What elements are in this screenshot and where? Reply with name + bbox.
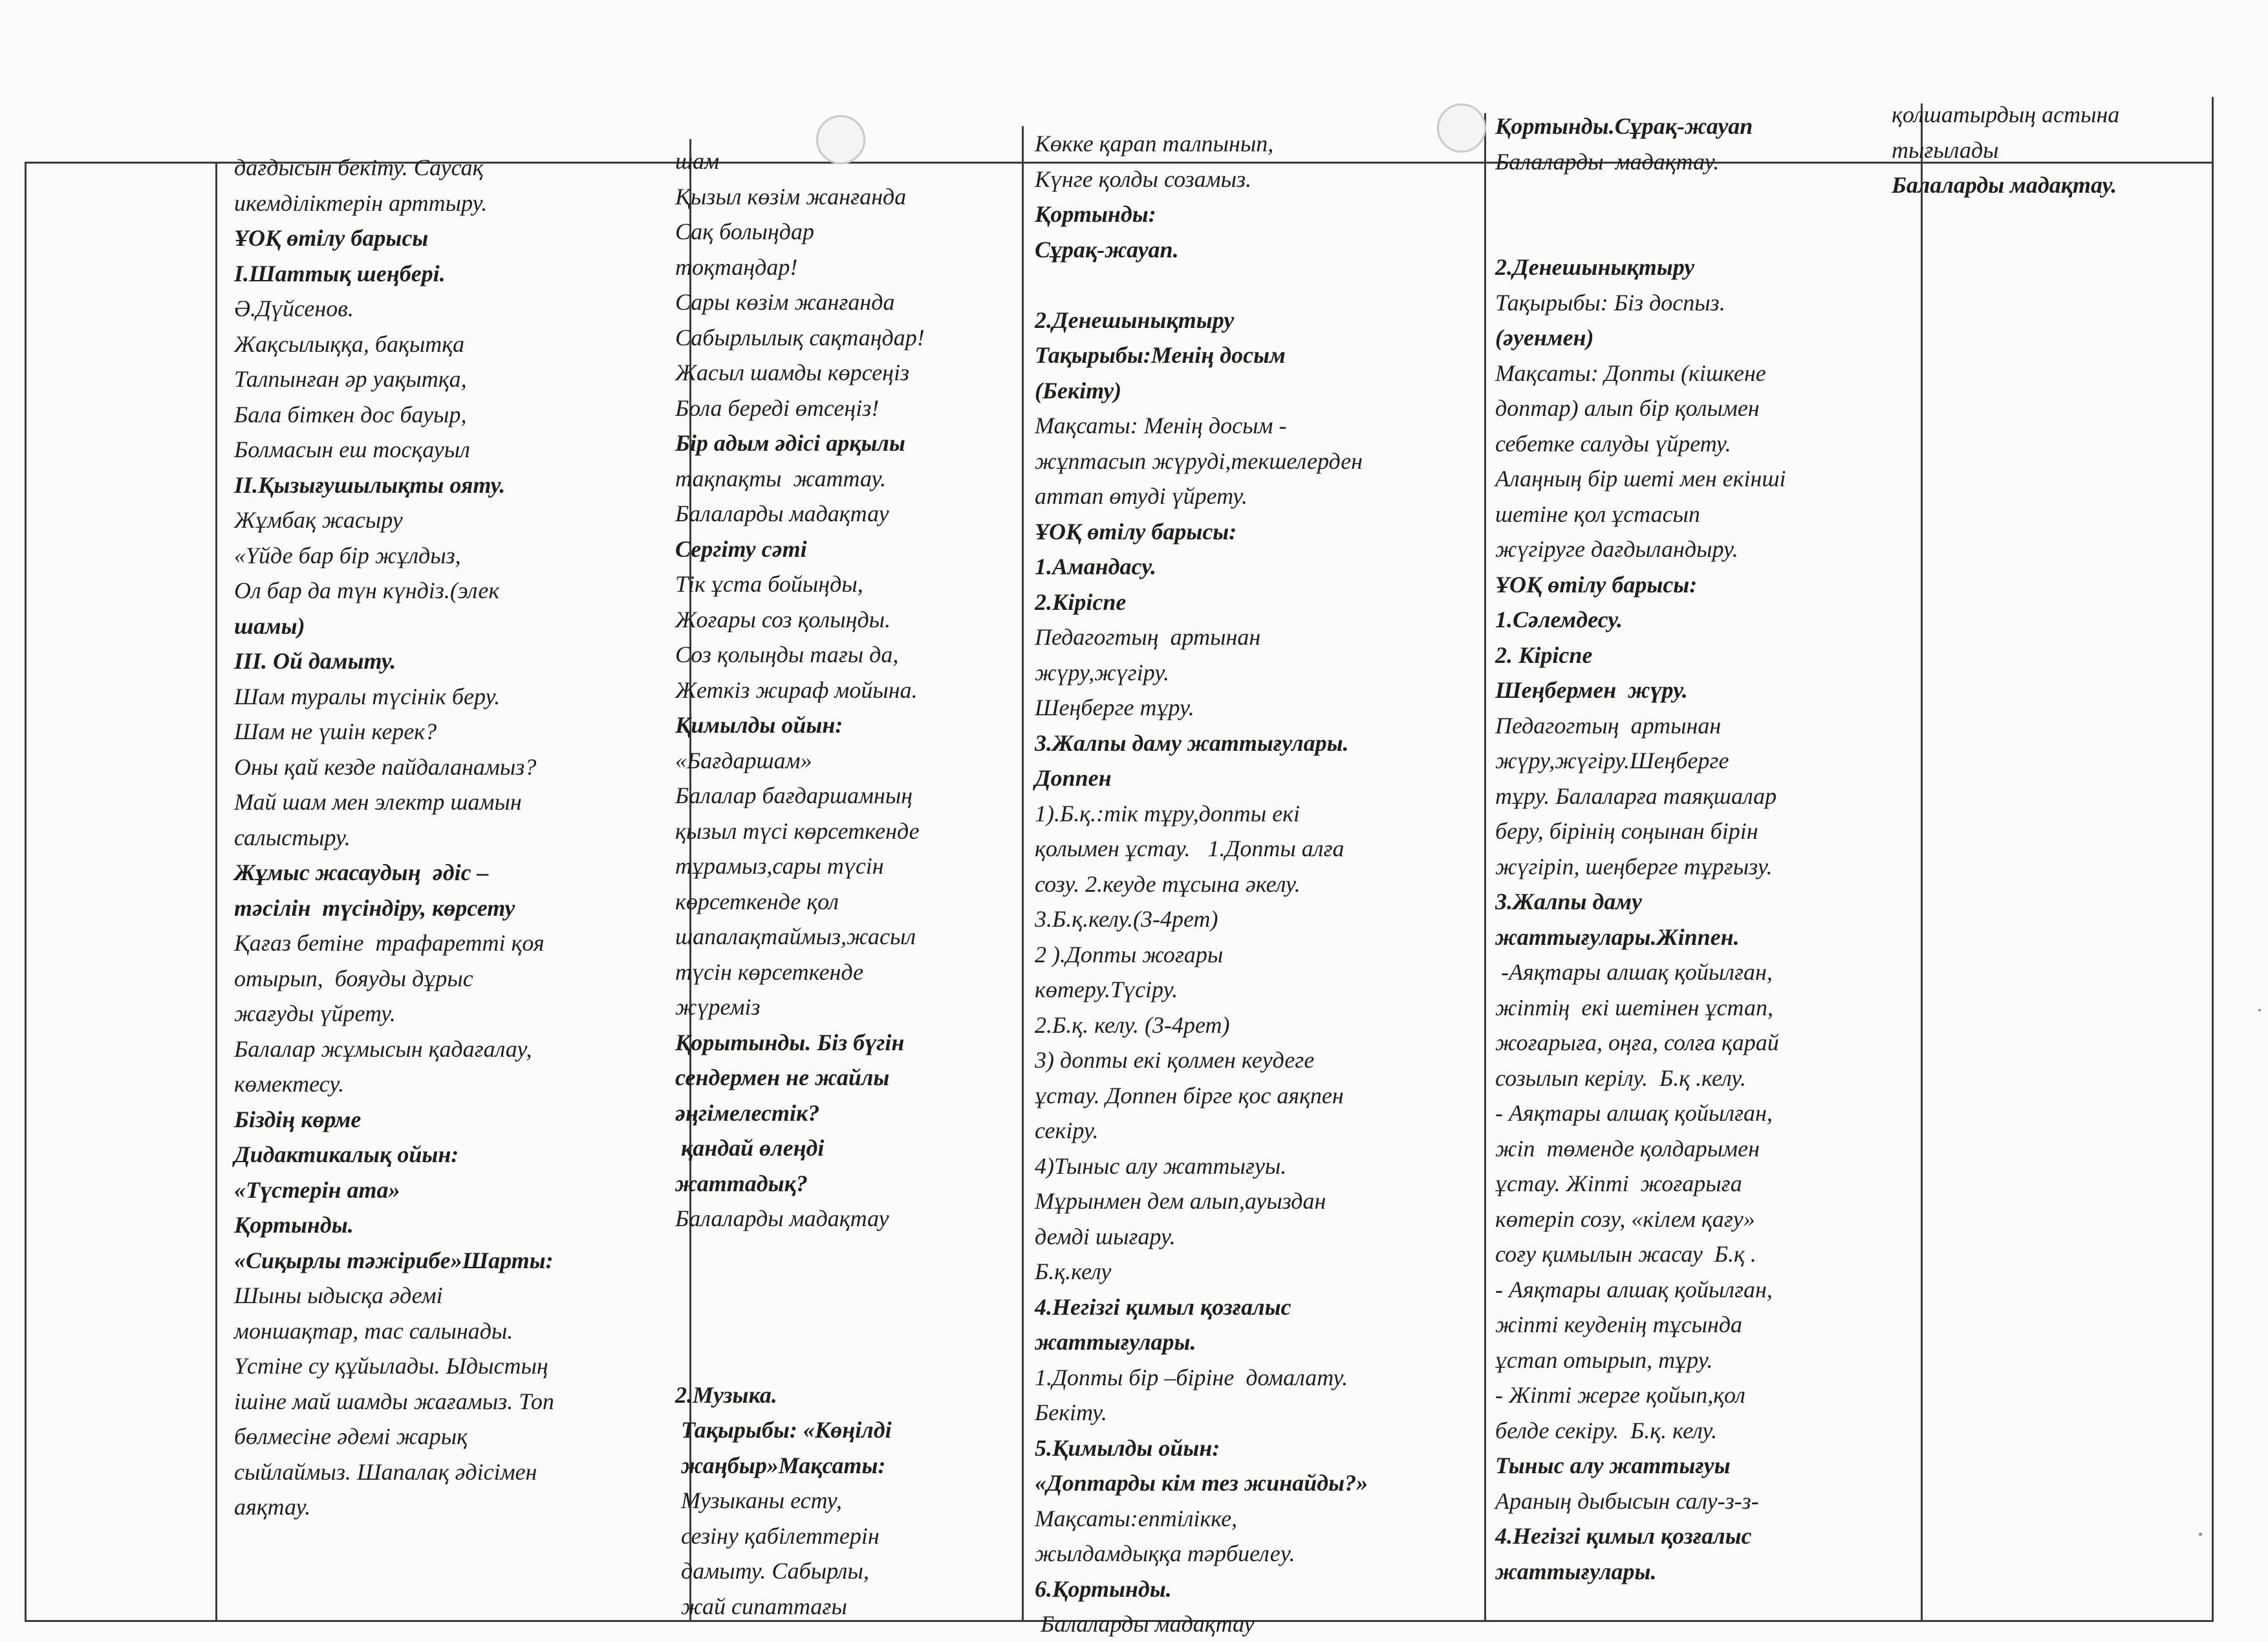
text-line: «Бағдаршам» bbox=[675, 747, 812, 773]
text-line: Талпынған әр уақытқа, bbox=[234, 366, 467, 392]
text-line: белде секіру. Б.қ. келу. bbox=[1495, 1417, 1718, 1443]
text-line: Тақырыбы: «Көңілді bbox=[675, 1417, 892, 1443]
text-line: икемділіктерін арттыру. bbox=[234, 189, 488, 216]
text-line: қандай өлеңді bbox=[675, 1135, 825, 1161]
text-line: Жұмбақ жасыру bbox=[234, 507, 403, 533]
text-line: түсін көрсеткенде bbox=[675, 958, 864, 985]
text-line: -Аяқтары алшақ қойылған, bbox=[1495, 959, 1773, 985]
text-line: тақпақты жаттау. bbox=[675, 465, 887, 492]
text-line: Қорытынды. Біз бүгін bbox=[675, 1029, 905, 1055]
text-line: II.Қызығушылықты ояту. bbox=[234, 471, 506, 498]
scan-speck bbox=[2258, 1009, 2261, 1011]
column-3-content bbox=[675, 144, 1011, 1618]
column-4-content bbox=[1035, 126, 1481, 1637]
text-line: ұстап отырып, тұру. bbox=[1495, 1346, 1713, 1373]
text-line: Балаларды мадақтау. bbox=[1892, 172, 2117, 198]
text-line: Оны қай кезде пайдаланамыз? bbox=[234, 753, 537, 780]
text-line: - Жіпті жерге қойып,қол bbox=[1495, 1382, 1745, 1408]
text-line: 4)Тыныс алу жаттығуы. bbox=[1035, 1152, 1287, 1179]
text-line: тоқтаңдар! bbox=[675, 254, 798, 280]
text-line: ішіне май шамды жағамыз. Топ bbox=[234, 1388, 554, 1414]
text-line: Шеңберге тұру. bbox=[1035, 695, 1194, 720]
text-line bbox=[675, 1342, 1011, 1377]
text-line: 2.Кіріспе bbox=[1035, 589, 1127, 615]
text-line: Алаңның бір шеті мен екінші bbox=[1495, 466, 1786, 492]
text-line: Сары көзім жанғанда bbox=[675, 289, 895, 315]
text-line: 3.Б.қ.келу.(3-4рет) bbox=[1035, 906, 1218, 932]
text-line: жаттадық? bbox=[675, 1170, 808, 1196]
text-line: бөлмесіне әдемі жарық bbox=[234, 1423, 468, 1449]
text-line: Дидактикалық ойын: bbox=[234, 1141, 459, 1167]
text-line: Балаларды мадақтау bbox=[1035, 1611, 1255, 1637]
text-line: Қызыл көзім жанғанда bbox=[675, 183, 907, 210]
text-line: жаңбыр»Мақсаты: bbox=[675, 1452, 886, 1478]
text-line: қолымен ұстау. 1.Допты алға bbox=[1035, 836, 1345, 861]
text-line: Тақырыбы:Менің досым bbox=[1035, 342, 1286, 368]
text-line: жіпті кеуденің тұсында bbox=[1495, 1312, 1743, 1337]
text-line: 1.Амандасу. bbox=[1035, 554, 1156, 579]
text-line: 1.Сәлемдесу. bbox=[1495, 607, 1623, 632]
text-line: 5.Қимылды ойын: bbox=[1035, 1434, 1220, 1461]
text-line: Балалар бағдаршамның bbox=[675, 783, 913, 808]
text-line: 2.Денешынықтыру bbox=[1035, 307, 1235, 333]
text-line: Ә.Дүйсенов. bbox=[234, 296, 354, 321]
text-line: Музыканы есту, bbox=[675, 1487, 842, 1513]
text-line: доптар) алып бір қолымен bbox=[1495, 395, 1760, 421]
text-line: жылдамдыққа тәрбиелеу. bbox=[1035, 1540, 1295, 1566]
text-line: демді шығару. bbox=[1035, 1223, 1176, 1249]
text-line: - Аяқтары алшақ қойылған, bbox=[1495, 1276, 1773, 1302]
text-line: I.Шаттық шеңбері. bbox=[234, 260, 446, 286]
text-line: салыстыру. bbox=[234, 824, 351, 850]
text-line: Шам туралы түсінік беру. bbox=[234, 683, 501, 709]
text-line: көмектесу. bbox=[234, 1071, 345, 1097]
text-line: жіп төменде қолдарымен bbox=[1495, 1135, 1760, 1161]
text-line: Шеңбермен жүру. bbox=[1495, 677, 1688, 703]
text-line: Доппен bbox=[1035, 765, 1112, 791]
text-line: жүру,жүгіру. bbox=[1035, 659, 1169, 686]
text-line: 1).Б.қ.:тік тұру,допты екі bbox=[1035, 800, 1301, 826]
text-line: дамыту. Сабырлы, bbox=[675, 1558, 869, 1584]
text-line: сыйлаймыз. Шапалақ әдісімен bbox=[234, 1458, 537, 1485]
text-line: шам bbox=[675, 148, 720, 174]
text-line: 4.Негізгі қимыл қозғалыс bbox=[1495, 1523, 1752, 1549]
text-line: Бола береді өтсеңіз! bbox=[675, 394, 880, 421]
text-line: жай сипаттағы bbox=[675, 1593, 847, 1619]
text-line: жаттығулары. bbox=[1495, 1558, 1657, 1584]
text-line: тұру. Балаларға таяқшалар bbox=[1495, 783, 1777, 809]
column-6-content bbox=[1892, 97, 2209, 291]
text-line: Сақ болыңдар bbox=[675, 219, 814, 244]
text-line: Қимылды ойын: bbox=[675, 712, 843, 738]
text-line: жүреміз bbox=[675, 994, 761, 1020]
text-line: Балаларды мадақтау bbox=[675, 1205, 889, 1231]
text-line: ҰОҚ өтілу барысы bbox=[234, 225, 429, 251]
text-line: Көкке қарап талпынып, bbox=[1035, 131, 1274, 157]
text-line: Қағаз бетіне трафаретті қоя bbox=[234, 930, 545, 956]
text-line: шетіне қол ұстасып bbox=[1495, 501, 1700, 527]
table-right-border bbox=[2212, 97, 2214, 1622]
text-line: себетке салуды үйрету. bbox=[1495, 430, 1731, 457]
text-line: Шам не үшін керек? bbox=[234, 718, 437, 744]
text-line: Мақсаты: Менің досым - bbox=[1035, 413, 1287, 438]
text-line: Күнге қолды созамыз. bbox=[1035, 166, 1252, 192]
text-line: 6.Қортынды. bbox=[1035, 1575, 1172, 1602]
text-line: Б.қ.келу bbox=[1035, 1259, 1112, 1284]
text-line: Бекіту. bbox=[1035, 1399, 1107, 1425]
text-line: «Доптарды кім тез жинайды?» bbox=[1035, 1470, 1368, 1496]
text-line: ҰОҚ өтілу барысы: bbox=[1035, 518, 1237, 545]
text-line: Жақсылыққа, бақытқа bbox=[234, 330, 465, 357]
text-line: Ол бар да түн күндіз.(элек bbox=[234, 578, 500, 603]
text-line: Сұрақ-жауап. bbox=[1035, 236, 1179, 263]
text-line bbox=[675, 1237, 1011, 1272]
text-line: Май шам мен электр шамын bbox=[234, 789, 522, 815]
text-line: Жеткіз жираф мойына. bbox=[675, 676, 918, 703]
text-line: Қортынды: bbox=[1035, 201, 1156, 227]
text-line: аттап өтуді үйрету. bbox=[1035, 483, 1247, 509]
text-line: Бір адым әдісі арқылы bbox=[675, 430, 905, 456]
text-line bbox=[675, 1271, 1011, 1307]
text-line: 1.Допты бір –біріне домалату. bbox=[1035, 1364, 1348, 1390]
text-line: Болмасын еш тосқауыл bbox=[234, 437, 470, 462]
text-line: Сергіту сәті bbox=[675, 535, 807, 562]
text-line: Балаларды мадақтау bbox=[675, 501, 889, 526]
text-line bbox=[1495, 179, 1919, 215]
text-line: III. Ой дамыту. bbox=[234, 648, 396, 674]
text-line: Бала біткен дос бауыр, bbox=[234, 401, 467, 427]
text-line: тұрамыз,сары түсін bbox=[675, 853, 884, 879]
text-line: тәсілін түсіндіру, көрсету bbox=[234, 894, 515, 921]
text-line: Жұмыс жасаудың әдіс – bbox=[234, 859, 489, 885]
text-line: Қортынды.Сұрақ-жауап bbox=[1495, 113, 1753, 139]
text-line: Араның дыбысын салу-з-з- bbox=[1495, 1487, 1759, 1514]
text-line: жіптің екі шетінен ұстап, bbox=[1495, 994, 1773, 1021]
text-line: қызыл түсі көрсеткенде bbox=[675, 817, 920, 844]
column-divider-4 bbox=[1484, 113, 1486, 1622]
text-line: 3) допты екі қолмен кеудеге bbox=[1035, 1047, 1315, 1073]
text-line: қолшатырдың астына bbox=[1892, 102, 2120, 127]
text-line: 3.Жалпы даму жаттығулары. bbox=[1035, 729, 1349, 756]
text-line: «Сиқырлы тәжірибе»Шарты: bbox=[234, 1247, 554, 1273]
text-line: дағдысын бекіту. Саусақ bbox=[234, 155, 484, 180]
text-line: жүгіруге дағдыландыру. bbox=[1495, 536, 1738, 562]
text-line: жаттығулары.Жіппен. bbox=[1495, 924, 1740, 950]
text-line: сезіну қабілеттерін bbox=[675, 1522, 880, 1549]
text-line: «Үйде бар бір жұлдыз, bbox=[234, 542, 461, 568]
text-line: аяқтау. bbox=[234, 1494, 311, 1520]
text-line: (әуенмен) bbox=[1495, 325, 1594, 351]
text-line: 2. Кіріспе bbox=[1495, 642, 1593, 668]
text-line: көрсеткенде қол bbox=[675, 888, 839, 914]
column-divider-5 bbox=[1921, 103, 1923, 1622]
column-divider-3 bbox=[1022, 126, 1024, 1622]
text-line: отырып, бояуды дұрыс bbox=[234, 965, 473, 991]
text-line: Жоғары соз қолыңды. bbox=[675, 606, 891, 632]
text-line: Тақырыбы: Біз доспыз. bbox=[1495, 289, 1725, 316]
text-line: созылып керілу. Б.қ .келу. bbox=[1495, 1064, 1747, 1091]
text-line: 2.Б.қ. келу. (3-4рет) bbox=[1035, 1011, 1230, 1038]
text-line: Педагогтың артынан bbox=[1035, 624, 1261, 650]
text-line bbox=[1035, 267, 1481, 303]
text-line: секіру. bbox=[1035, 1118, 1099, 1143]
text-line: моншақтар, тас салынады. bbox=[234, 1317, 513, 1344]
text-line: Шыны ыдысқа әдемі bbox=[234, 1282, 443, 1308]
column-5-content bbox=[1495, 109, 1919, 1596]
text-line: көтеру.Түсіру. bbox=[1035, 977, 1178, 1002]
text-line bbox=[675, 1307, 1011, 1343]
column-2-content bbox=[234, 150, 680, 1599]
text-line: Мұрынмен дем алып,ауыздан bbox=[1035, 1188, 1326, 1214]
text-line: жүру,жүгіру.Шеңберге bbox=[1495, 748, 1729, 773]
text-line: ҰОҚ өтілу барысы: bbox=[1495, 571, 1698, 598]
text-line: көтеріп созу, «кілем қағу» bbox=[1495, 1205, 1755, 1232]
text-line: 2.Денешынықтыру bbox=[1495, 254, 1695, 280]
text-line: шапалақтаймыз,жасыл bbox=[675, 924, 916, 949]
text-line: Тыныс алу жаттығуы bbox=[1495, 1453, 1731, 1478]
text-line: 4.Негізгі қимыл қозғалыс bbox=[1035, 1293, 1291, 1320]
text-line: созу. 2.кеуде тұсына әкелу. bbox=[1035, 870, 1301, 897]
text-line: Мақсаты:ептілікке, bbox=[1035, 1505, 1238, 1531]
text-line: соғу қимылын жасау Б.қ . bbox=[1495, 1241, 1756, 1267]
text-line: 2 ).Допты жоғары bbox=[1035, 941, 1224, 967]
text-line: Қортынды. bbox=[234, 1212, 354, 1238]
text-line: жаттығулары. bbox=[1035, 1329, 1196, 1355]
text-line: Мақсаты: Допты (кішкене bbox=[1495, 360, 1766, 386]
text-line: Сабырлылық сақтаңдар! bbox=[675, 324, 925, 351]
text-line: Үстіне су құйылады. Ыдыстың bbox=[234, 1353, 548, 1379]
text-line: жұптасып жүруді,текшелерден bbox=[1035, 448, 1363, 474]
text-line bbox=[1495, 215, 1919, 250]
text-line: тығылады bbox=[1892, 136, 1999, 163]
text-line: Балаларды мадақтау. bbox=[1495, 148, 1720, 175]
text-line: сендермен не жайлы bbox=[675, 1064, 890, 1090]
column-divider-1 bbox=[215, 162, 217, 1622]
text-line: Біздің көрме bbox=[234, 1106, 362, 1132]
text-line: Педагогтың артынан bbox=[1495, 712, 1722, 739]
table-left-border bbox=[25, 162, 27, 1622]
scan-speck bbox=[2199, 1533, 2202, 1536]
text-line: беру, бірінің соңынан бірін bbox=[1495, 818, 1758, 844]
text-line: «Түстерін ата» bbox=[234, 1176, 400, 1203]
text-line: жоғарыға, оңға, солға қарай bbox=[1495, 1030, 1779, 1055]
text-line: (Бекіту) bbox=[1035, 377, 1122, 404]
text-line: жүгіріп, шеңберге тұрғызу. bbox=[1495, 853, 1773, 880]
text-line: жағуды үйрету. bbox=[234, 1000, 396, 1026]
text-line: Соз қолыңды тағы да, bbox=[675, 642, 899, 667]
text-line: 3.Жалпы даму bbox=[1495, 889, 1643, 914]
text-line: Жасыл шамды көрсеңіз bbox=[675, 360, 910, 385]
text-line: Тік ұста бойыңды, bbox=[675, 571, 863, 597]
text-line: шамы) bbox=[234, 612, 305, 639]
text-line: ұстау. Жіпті жоғарыға bbox=[1495, 1171, 1742, 1196]
text-line: ұстау. Доппен бірге қос аяқпен bbox=[1035, 1082, 1344, 1108]
text-line: Балалар жұмысын қадағалау, bbox=[234, 1035, 532, 1062]
text-line: 2.Музыка. bbox=[675, 1381, 777, 1408]
text-line: әңгімелестік? bbox=[675, 1099, 820, 1126]
text-line: - Аяқтары алшақ қойылған, bbox=[1495, 1100, 1773, 1126]
